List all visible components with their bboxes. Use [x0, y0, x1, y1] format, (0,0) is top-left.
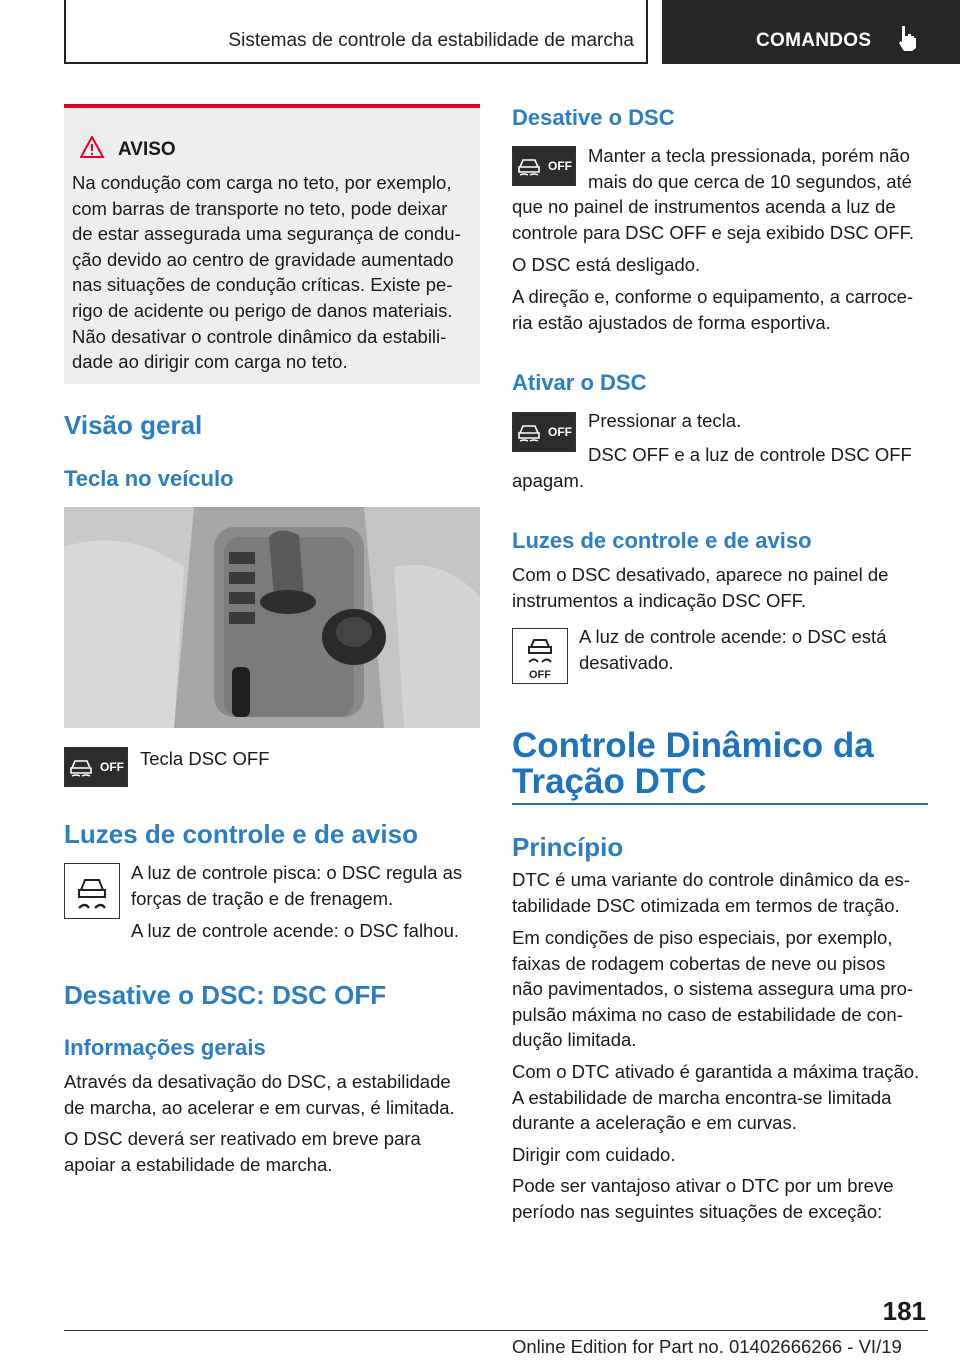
- ativar-text-3: apagam.: [512, 470, 584, 491]
- text-line: controle para DSC OFF e seja exibido DSC OFF.: [512, 221, 915, 243]
- text-line: Pode ser vantajoso ativar o DTC por um breve: [512, 1175, 894, 1196]
- heading-luzes-controle-left: Luzes de controle e de aviso: [64, 819, 418, 849]
- warning-heading: [80, 136, 176, 161]
- page-number: 181: [882, 1296, 926, 1326]
- heading-tecla-no-veiculo: Tecla no veículo: [64, 466, 234, 491]
- header-section-title: Sistemas de controle da estabilidade de marcha: [228, 30, 634, 51]
- heading-principio: Princípio: [512, 832, 624, 862]
- text-line: durante a aceleração e em curvas.: [512, 1112, 797, 1134]
- header-tab-label: COMANDOS: [756, 30, 872, 51]
- luzes-fail-text: A luz de controle acende: o DSC falhou.: [131, 920, 460, 941]
- off-label: OFF: [529, 669, 551, 681]
- desative-text-cont: [512, 194, 914, 245]
- off-label: OFF: [100, 760, 124, 774]
- luzes-right-text: [512, 562, 888, 613]
- dsc-off-key-icon: [64, 747, 128, 787]
- heading-desative-dsc: Desative o DSC: [512, 105, 675, 130]
- text-line: ria estão ajustados de forma esportiva.: [512, 311, 831, 333]
- text-line: A luz de controle pisca: o DSC regula as: [131, 862, 463, 883]
- principio-paragraph-5: [512, 1173, 893, 1224]
- header-tab: [662, 0, 960, 64]
- off-label: OFF: [548, 159, 572, 173]
- ativar-text-2: DSC OFF e a luz de controle DSC OFF: [588, 444, 912, 465]
- dsc-desligado-text: O DSC está desligado.: [512, 254, 701, 275]
- text-line: pulsão máxima no caso de estabilidade de con-: [512, 1003, 903, 1025]
- text-line: dução limitada.: [512, 1029, 637, 1051]
- warning-box: [64, 104, 480, 384]
- heading-luzes-controle-right: Luzes de controle e de aviso: [512, 528, 812, 553]
- dsc-off-key-icon: [512, 412, 576, 452]
- lamp-text: [579, 624, 887, 675]
- text-line: tabilidade DSC otimizada em termos de tração.: [512, 894, 900, 916]
- key-caption: Tecla DSC OFF: [140, 748, 270, 769]
- info-paragraph-2: [64, 1126, 421, 1177]
- principio-paragraph-4: Dirigir com cuidado.: [512, 1144, 676, 1165]
- heading-dtc-line-1: Controle Dinâmico da: [512, 726, 874, 765]
- text-line: que no painel de instrumentos acenda a luz de: [512, 196, 896, 217]
- text-line: faixas de rodagem cobertas de neve ou pisos: [512, 952, 886, 974]
- info-paragraph-1: [64, 1069, 455, 1120]
- warning-line: com barras de transporte no teto, pode deixar: [72, 197, 448, 219]
- pointing-hand-icon: [896, 24, 918, 52]
- desative-text: [588, 143, 912, 194]
- text-line: período nas seguintes situações de exceção:: [512, 1200, 883, 1222]
- text-line: DTC é uma variante do controle dinâmico da es-: [512, 869, 910, 890]
- text-line: apoiar a estabilidade de marcha.: [64, 1153, 333, 1175]
- text-line: de marcha, ao acelerar e em curvas, é limitada.: [64, 1096, 455, 1118]
- heading-desative-dsc-off: Desative o DSC: DSC OFF: [64, 980, 387, 1010]
- heading-underline: [512, 803, 928, 805]
- luzes-left-text: [131, 860, 462, 911]
- ativar-text-1: Pressionar a tecla.: [588, 410, 742, 431]
- footer-rule: [64, 1330, 928, 1331]
- text-line: O DSC deverá ser reativado em breve para: [64, 1128, 421, 1149]
- text-line: desativado.: [579, 651, 674, 673]
- warning-line: de estar assegurada uma segurança de condu-: [72, 223, 461, 245]
- text-line: forças de tração e de frenagem.: [131, 887, 394, 909]
- warning-label: AVISO: [118, 139, 176, 160]
- warning-line: ção devido ao centro de gravidade aumentado: [72, 248, 454, 270]
- warning-line: nas situações de condução críticas. Existe pe-: [72, 274, 453, 296]
- text-line: A estabilidade de marcha encontra-se limitada: [512, 1086, 892, 1108]
- vehicle-console-photo: [64, 507, 480, 728]
- off-label: OFF: [548, 425, 572, 439]
- heading-visao-geral: Visão geral: [64, 410, 203, 440]
- dsc-off-key-icon: [512, 146, 576, 186]
- text-line: A luz de controle acende: o DSC está: [579, 626, 887, 647]
- warning-line: rigo de acidente ou perigo de danos materiais.: [72, 299, 453, 321]
- principio-paragraph-3: [512, 1059, 919, 1136]
- text-line: A direção e, conforme o equipamento, a carroce-: [512, 286, 914, 307]
- principio-paragraph-2: [512, 925, 913, 1053]
- direcao-text: [512, 284, 913, 335]
- heading-dtc-line-2: Tração DTC: [512, 762, 707, 801]
- text-line: Em condições de piso especiais, por exemplo,: [512, 927, 893, 948]
- dsc-warning-lamp-icon: [64, 863, 120, 919]
- warning-line: Na condução com carga no teto, por exemplo,: [72, 172, 452, 193]
- heading-informacoes-gerais: Informações gerais: [64, 1035, 266, 1060]
- header-section-box: [64, 0, 648, 64]
- text-line: instrumentos a indicação DSC OFF.: [512, 589, 807, 611]
- warning-triangle-icon: [80, 136, 104, 158]
- footer-edition: Online Edition for Part no. 01402666266 - VI/19: [512, 1336, 902, 1357]
- text-line: Manter a tecla pressionada, porém não: [588, 145, 910, 166]
- warning-line: Não desativar o controle dinâmico da estabili-: [72, 325, 447, 347]
- text-line: Através da desativação do DSC, a estabilidade: [64, 1071, 451, 1092]
- warning-line: dade ao dirigir com carga no teto.: [72, 351, 348, 373]
- dsc-off-lamp-icon: [512, 628, 568, 684]
- principio-paragraph-1: [512, 867, 910, 918]
- text-line: Com o DSC desativado, aparece no painel de: [512, 564, 889, 585]
- text-line: mais do que cerca de 10 segundos, até: [588, 170, 912, 192]
- text-line: não pavimentados, o sistema assegura uma pro-: [512, 978, 914, 1000]
- warning-text: [72, 170, 472, 375]
- text-line: Com o DTC ativado é garantida a máxima tração.: [512, 1061, 920, 1082]
- heading-ativar-dsc: Ativar o DSC: [512, 370, 647, 395]
